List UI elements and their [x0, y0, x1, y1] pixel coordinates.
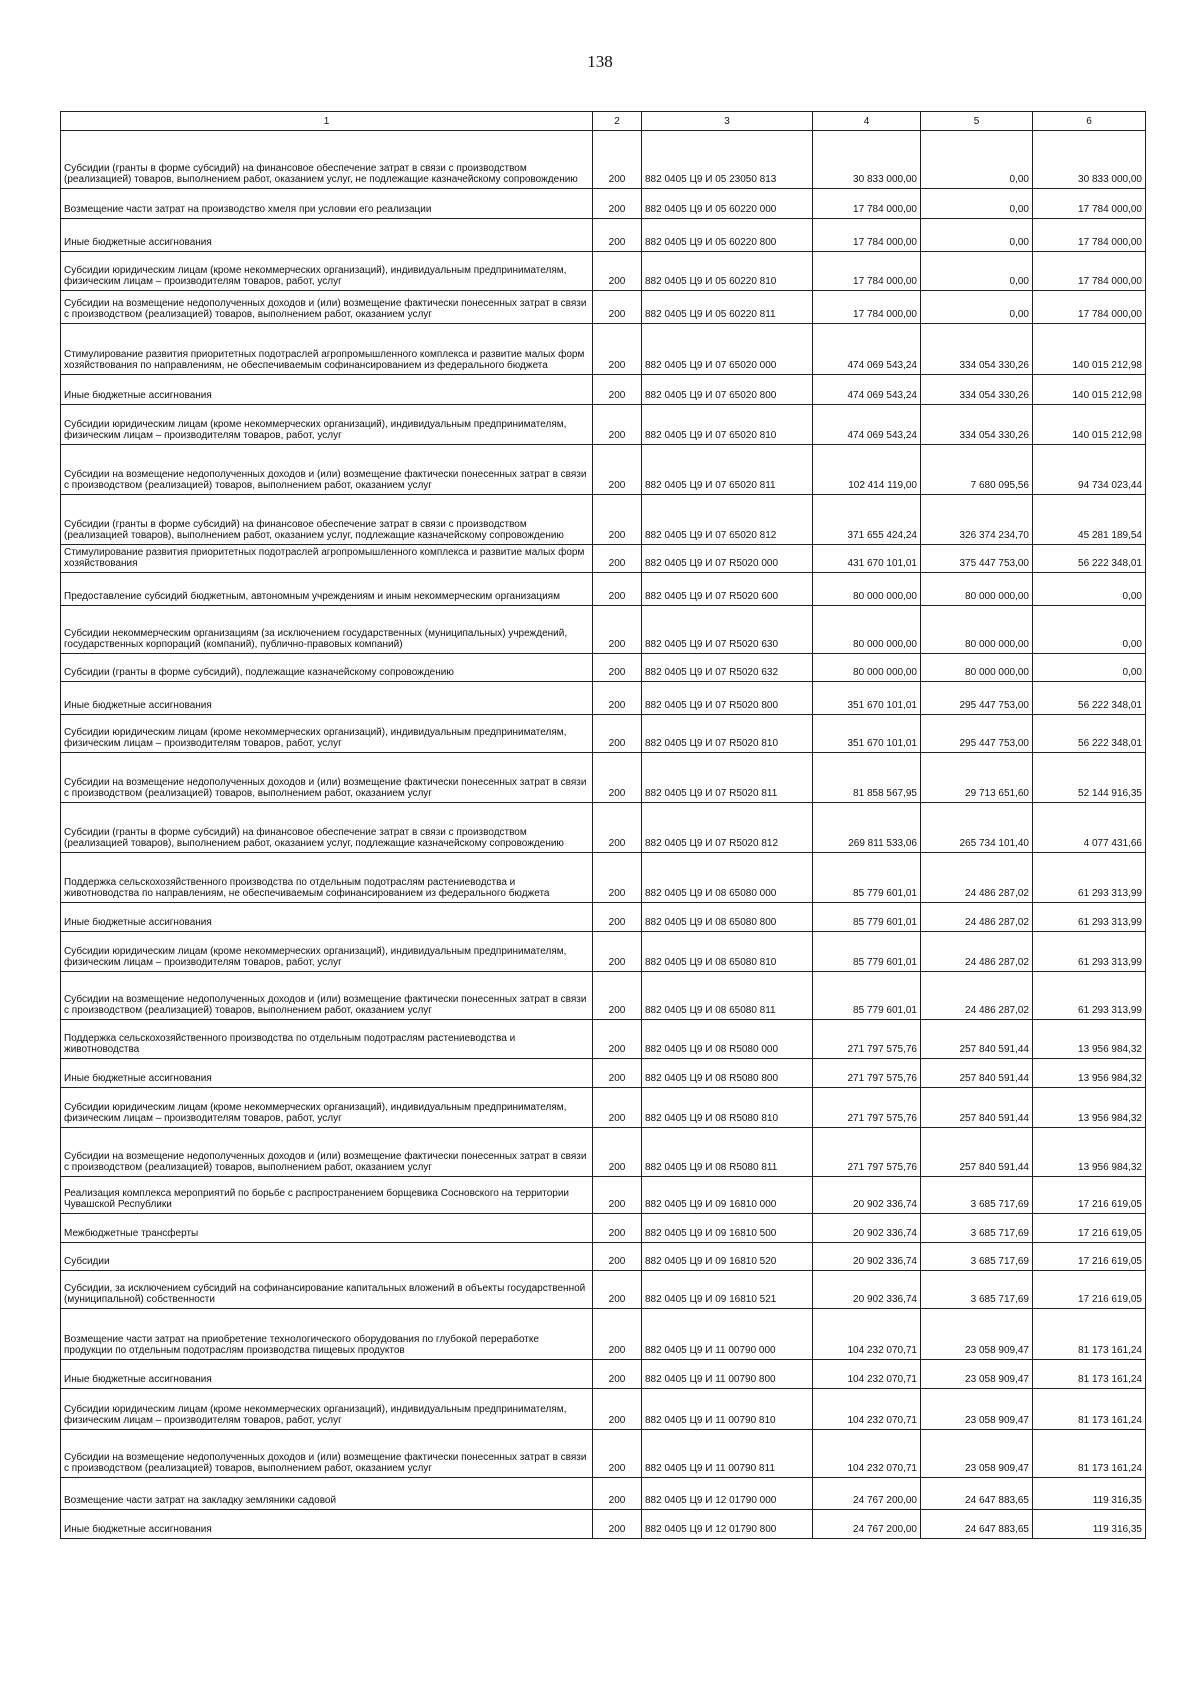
row-value-col6: 119 316,35: [1033, 1478, 1146, 1510]
row-description: Предоставление субсидий бюджетным, автономным учреждениям и иным некоммерческим организациям: [61, 573, 593, 606]
table-row: [61, 1177, 1146, 1214]
row-value-col6: 140 015 212,98: [1033, 375, 1146, 405]
row-kbk-code: 882 0405 Ц9 И 07 65020 812: [642, 495, 813, 545]
row-value-col5: 7 680 095,56: [921, 445, 1033, 495]
row-description: Субсидии на возмещение недополученных доходов и (или) возмещение фактически понесенных затрат в связи с производством (реализацией) товаров, выполнением работ, оказанием услуг: [61, 1128, 593, 1177]
row-code: 200: [593, 1309, 642, 1360]
row-value-col6: 0,00: [1033, 573, 1146, 606]
row-description: Стимулирование развития приоритетных подотраслей агропромышленного комплекса и развитие малых форм хозяйствования: [61, 545, 593, 573]
row-value-col6: 17 784 000,00: [1033, 291, 1146, 324]
row-kbk-code: 882 0405 Ц9 И 09 16810 521: [642, 1271, 813, 1309]
row-code: 200: [593, 1020, 642, 1059]
row-value-col6: 81 173 161,24: [1033, 1309, 1146, 1360]
row-value-col4: 85 779 601,01: [813, 853, 921, 903]
table-row: [61, 1128, 1146, 1177]
row-code: 200: [593, 1271, 642, 1309]
row-value-col6: 81 173 161,24: [1033, 1360, 1146, 1389]
row-kbk-code: 882 0405 Ц9 И 08 65080 810: [642, 932, 813, 972]
table-row: [61, 1360, 1146, 1389]
row-code: 200: [593, 291, 642, 324]
row-kbk-code: 882 0405 Ц9 И 07 R5020 600: [642, 573, 813, 606]
row-description: Возмещение части затрат на закладку земляники садовой: [61, 1478, 593, 1510]
row-description: Возмещение части затрат на производство хмеля при условии его реализации: [61, 189, 593, 219]
row-code: 200: [593, 1360, 642, 1389]
row-description: Субсидии на возмещение недополученных доходов и (или) возмещение фактически понесенных затрат в связи с производством (реализацией) товаров, выполнением работ, оказанием услуг: [61, 445, 593, 495]
row-kbk-code: 882 0405 Ц9 И 08 R5080 000: [642, 1020, 813, 1059]
row-value-col6: 56 222 348,01: [1033, 545, 1146, 573]
row-value-col4: 17 784 000,00: [813, 189, 921, 219]
row-value-col6: 17 216 619,05: [1033, 1271, 1146, 1309]
row-description: Субсидии (гранты в форме субсидий) на финансовое обеспечение затрат в связи с производством (реализацией) товаров, выполнением работ, оказанием услуг, не подлежащие казначейскому сопровождению: [61, 131, 593, 189]
row-description: Иные бюджетные ассигнования: [61, 1510, 593, 1539]
row-description: Иные бюджетные ассигнования: [61, 682, 593, 715]
row-kbk-code: 882 0405 Ц9 И 11 00790 811: [642, 1430, 813, 1478]
row-value-col4: 104 232 070,71: [813, 1360, 921, 1389]
row-value-col6: 140 015 212,98: [1033, 405, 1146, 445]
row-kbk-code: 882 0405 Ц9 И 05 60220 811: [642, 291, 813, 324]
table-row: [61, 252, 1146, 291]
row-value-col6: 56 222 348,01: [1033, 682, 1146, 715]
row-value-col5: 295 447 753,00: [921, 715, 1033, 753]
row-code: 200: [593, 1177, 642, 1214]
row-kbk-code: 882 0405 Ц9 И 07 R5020 632: [642, 654, 813, 682]
row-code: 200: [593, 324, 642, 375]
row-value-col6: 94 734 023,44: [1033, 445, 1146, 495]
row-code: 200: [593, 1430, 642, 1478]
row-value-col4: 85 779 601,01: [813, 972, 921, 1020]
row-value-col6: 13 956 984,32: [1033, 1128, 1146, 1177]
row-description: Субсидии юридическим лицам (кроме некоммерческих организаций), индивидуальным предпринимателям, физическим лицам – производителям товаров, работ, услуг: [61, 1389, 593, 1430]
row-value-col5: 80 000 000,00: [921, 654, 1033, 682]
row-description: Иные бюджетные ассигнования: [61, 375, 593, 405]
row-value-col6: 119 316,35: [1033, 1510, 1146, 1539]
row-value-col6: 13 956 984,32: [1033, 1059, 1146, 1088]
row-value-col5: 257 840 591,44: [921, 1020, 1033, 1059]
row-value-col6: 13 956 984,32: [1033, 1020, 1146, 1059]
table-row: [61, 903, 1146, 932]
row-value-col4: 104 232 070,71: [813, 1309, 921, 1360]
row-value-col4: 271 797 575,76: [813, 1020, 921, 1059]
row-value-col4: 17 784 000,00: [813, 219, 921, 252]
row-value-col4: 20 902 336,74: [813, 1177, 921, 1214]
row-description: Субсидии юридическим лицам (кроме некоммерческих организаций), индивидуальным предпринимателям, физическим лицам – производителям товаров, работ, услуг: [61, 932, 593, 972]
table-row: [61, 606, 1146, 654]
row-code: 200: [593, 972, 642, 1020]
table-row: [61, 1020, 1146, 1059]
row-value-col6: 81 173 161,24: [1033, 1389, 1146, 1430]
row-code: 200: [593, 1478, 642, 1510]
row-description: Иные бюджетные ассигнования: [61, 1059, 593, 1088]
table-row: [61, 131, 1146, 189]
row-code: 200: [593, 803, 642, 853]
row-code: 200: [593, 753, 642, 803]
table-row: [61, 573, 1146, 606]
table-row: [61, 1389, 1146, 1430]
table-row: [61, 1478, 1146, 1510]
row-kbk-code: 882 0405 Ц9 И 07 R5020 630: [642, 606, 813, 654]
row-value-col4: 102 414 119,00: [813, 445, 921, 495]
row-value-col4: 269 811 533,06: [813, 803, 921, 853]
table-row: [61, 715, 1146, 753]
row-description: Субсидии (гранты в форме субсидий), подлежащие казначейскому сопровождению: [61, 654, 593, 682]
row-value-col5: 24 486 287,02: [921, 972, 1033, 1020]
row-value-col4: 104 232 070,71: [813, 1430, 921, 1478]
row-value-col4: 20 902 336,74: [813, 1271, 921, 1309]
row-kbk-code: 882 0405 Ц9 И 08 65080 800: [642, 903, 813, 932]
row-value-col6: 17 784 000,00: [1033, 219, 1146, 252]
table-row: [61, 932, 1146, 972]
row-value-col4: 351 670 101,01: [813, 715, 921, 753]
row-value-col6: 4 077 431,66: [1033, 803, 1146, 853]
row-value-col4: 80 000 000,00: [813, 573, 921, 606]
header-col-2: 2: [593, 112, 642, 131]
row-value-col4: 104 232 070,71: [813, 1389, 921, 1430]
row-value-col5: 3 685 717,69: [921, 1243, 1033, 1271]
row-value-col5: 3 685 717,69: [921, 1177, 1033, 1214]
row-value-col5: 295 447 753,00: [921, 682, 1033, 715]
table-row: [61, 375, 1146, 405]
row-value-col5: 257 840 591,44: [921, 1128, 1033, 1177]
row-value-col4: 17 784 000,00: [813, 291, 921, 324]
row-value-col4: 271 797 575,76: [813, 1088, 921, 1128]
row-code: 200: [593, 682, 642, 715]
row-value-col6: 140 015 212,98: [1033, 324, 1146, 375]
row-description: Субсидии на возмещение недополученных доходов и (или) возмещение фактически понесенных затрат в связи с производством (реализацией) товаров, выполнением работ, оказанием услуг: [61, 291, 593, 324]
row-value-col4: 24 767 200,00: [813, 1478, 921, 1510]
table-row: [61, 1214, 1146, 1243]
table-row: [61, 1271, 1146, 1309]
table-body: [61, 131, 1146, 1539]
row-code: 200: [593, 903, 642, 932]
row-value-col5: 334 054 330,26: [921, 375, 1033, 405]
table-row: [61, 1088, 1146, 1128]
row-kbk-code: 882 0405 Ц9 И 07 R5020 800: [642, 682, 813, 715]
row-kbk-code: 882 0405 Ц9 И 11 00790 800: [642, 1360, 813, 1389]
row-kbk-code: 882 0405 Ц9 И 11 00790 810: [642, 1389, 813, 1430]
row-code: 200: [593, 1059, 642, 1088]
row-value-col6: 61 293 313,99: [1033, 853, 1146, 903]
row-description: Субсидии на возмещение недополученных доходов и (или) возмещение фактически понесенных затрат в связи с производством (реализацией) товаров, выполнением работ, оказанием услуг: [61, 1430, 593, 1478]
header-col-1: 1: [61, 112, 593, 131]
row-kbk-code: 882 0405 Ц9 И 05 60220 810: [642, 252, 813, 291]
row-description: Субсидии (гранты в форме субсидий) на финансовое обеспечение затрат в связи с производством (реализацией товаров), выполнением работ, оказанием услуг, подлежащие казначейскому сопровождению: [61, 495, 593, 545]
table-row: [61, 803, 1146, 853]
row-value-col6: 61 293 313,99: [1033, 932, 1146, 972]
row-code: 200: [593, 252, 642, 291]
row-code: 200: [593, 932, 642, 972]
row-value-col6: 0,00: [1033, 654, 1146, 682]
row-value-col4: 20 902 336,74: [813, 1243, 921, 1271]
table-row: [61, 853, 1146, 903]
row-value-col5: 326 374 234,70: [921, 495, 1033, 545]
row-value-col4: 81 858 567,95: [813, 753, 921, 803]
row-code: 200: [593, 853, 642, 903]
row-value-col6: 52 144 916,35: [1033, 753, 1146, 803]
row-code: 200: [593, 1128, 642, 1177]
row-kbk-code: 882 0405 Ц9 И 12 01790 000: [642, 1478, 813, 1510]
row-description: Субсидии юридическим лицам (кроме некоммерческих организаций), индивидуальным предпринимателям, физическим лицам – производителям товаров, работ, услуг: [61, 252, 593, 291]
row-kbk-code: 882 0405 Ц9 И 08 R5080 800: [642, 1059, 813, 1088]
table-row: [61, 1430, 1146, 1478]
row-description: Поддержка сельскохозяйственного производства по отдельным подотраслям растениеводства и животноводства по направлениям, не обеспечиваемым софинансированием из федерального бюджета: [61, 853, 593, 903]
row-code: 200: [593, 715, 642, 753]
row-code: 200: [593, 1243, 642, 1271]
row-value-col5: 24 647 883,65: [921, 1478, 1033, 1510]
row-value-col5: 23 058 909,47: [921, 1389, 1033, 1430]
table-row: [61, 405, 1146, 445]
row-value-col5: 23 058 909,47: [921, 1360, 1033, 1389]
row-value-col5: 257 840 591,44: [921, 1088, 1033, 1128]
row-value-col5: 0,00: [921, 189, 1033, 219]
row-description: Субсидии на возмещение недополученных доходов и (или) возмещение фактически понесенных затрат в связи с производством (реализацией) товаров, выполнением работ, оказанием услуг: [61, 972, 593, 1020]
table-row: [61, 291, 1146, 324]
row-kbk-code: 882 0405 Ц9 И 09 16810 520: [642, 1243, 813, 1271]
row-code: 200: [593, 131, 642, 189]
row-code: 200: [593, 545, 642, 573]
row-description: Стимулирование развития приоритетных подотраслей агропромышленного комплекса и развитие малых форм хозяйствования по направлениям, не обеспечиваемым софинансированием из федерального бюджета: [61, 324, 593, 375]
header-col-3: 3: [642, 112, 813, 131]
row-value-col6: 17 216 619,05: [1033, 1243, 1146, 1271]
table-row: [61, 545, 1146, 573]
row-kbk-code: 882 0405 Ц9 И 09 16810 000: [642, 1177, 813, 1214]
table-row: [61, 495, 1146, 545]
row-value-col6: 17 784 000,00: [1033, 189, 1146, 219]
row-description: Субсидии некоммерческим организациям (за исключением государственных (муниципальных) учреждений, государственных корпораций (компаний), публично-правовых компаний): [61, 606, 593, 654]
row-kbk-code: 882 0405 Ц9 И 09 16810 500: [642, 1214, 813, 1243]
row-description: Иные бюджетные ассигнования: [61, 1360, 593, 1389]
table-row: [61, 1059, 1146, 1088]
row-value-col6: 17 216 619,05: [1033, 1177, 1146, 1214]
table-row: [61, 324, 1146, 375]
row-value-col4: 271 797 575,76: [813, 1059, 921, 1088]
budget-table: [60, 111, 1146, 1539]
row-value-col5: 0,00: [921, 131, 1033, 189]
header-row: [61, 112, 1146, 131]
row-code: 200: [593, 219, 642, 252]
row-kbk-code: 882 0405 Ц9 И 08 R5080 811: [642, 1128, 813, 1177]
row-description: Поддержка сельскохозяйственного производства по отдельным подотраслям растениеводства и животноводства: [61, 1020, 593, 1059]
row-value-col4: 30 833 000,00: [813, 131, 921, 189]
row-description: Субсидии на возмещение недополученных доходов и (или) возмещение фактически понесенных затрат в связи с производством (реализацией) товаров, выполнением работ, оказанием услуг: [61, 753, 593, 803]
row-value-col6: 30 833 000,00: [1033, 131, 1146, 189]
row-value-col5: 24 647 883,65: [921, 1510, 1033, 1539]
header-col-5: 5: [921, 112, 1033, 131]
row-value-col5: 334 054 330,26: [921, 405, 1033, 445]
row-value-col4: 17 784 000,00: [813, 252, 921, 291]
row-value-col6: 81 173 161,24: [1033, 1430, 1146, 1478]
row-value-col5: 23 058 909,47: [921, 1430, 1033, 1478]
row-code: 200: [593, 654, 642, 682]
row-kbk-code: 882 0405 Ц9 И 05 23050 813: [642, 131, 813, 189]
row-value-col5: 23 058 909,47: [921, 1309, 1033, 1360]
row-value-col4: 24 767 200,00: [813, 1510, 921, 1539]
row-value-col4: 474 069 543,24: [813, 375, 921, 405]
row-value-col6: 61 293 313,99: [1033, 972, 1146, 1020]
row-kbk-code: 882 0405 Ц9 И 07 65020 000: [642, 324, 813, 375]
row-value-col5: 80 000 000,00: [921, 573, 1033, 606]
row-value-col5: 3 685 717,69: [921, 1214, 1033, 1243]
row-description: Возмещение части затрат на приобретение технологического оборудования по глубокой переработке продукции по отдельным подотраслям производства пищевых продуктов: [61, 1309, 593, 1360]
row-code: 200: [593, 606, 642, 654]
row-kbk-code: 882 0405 Ц9 И 07 R5020 810: [642, 715, 813, 753]
row-code: 200: [593, 1214, 642, 1243]
table-row: [61, 654, 1146, 682]
row-kbk-code: 882 0405 Ц9 И 08 65080 000: [642, 853, 813, 903]
row-description: Субсидии: [61, 1243, 593, 1271]
row-kbk-code: 882 0405 Ц9 И 11 00790 000: [642, 1309, 813, 1360]
row-kbk-code: 882 0405 Ц9 И 07 R5020 812: [642, 803, 813, 853]
row-value-col4: 85 779 601,01: [813, 932, 921, 972]
header-col-4: 4: [813, 112, 921, 131]
table-row: [61, 682, 1146, 715]
row-code: 200: [593, 1389, 642, 1430]
row-value-col5: 24 486 287,02: [921, 903, 1033, 932]
row-value-col4: 80 000 000,00: [813, 606, 921, 654]
row-value-col5: 0,00: [921, 252, 1033, 291]
row-kbk-code: 882 0405 Ц9 И 07 R5020 000: [642, 545, 813, 573]
row-value-col5: 80 000 000,00: [921, 606, 1033, 654]
row-value-col5: 0,00: [921, 291, 1033, 324]
row-value-col5: 257 840 591,44: [921, 1059, 1033, 1088]
row-value-col5: 375 447 753,00: [921, 545, 1033, 573]
row-description: Субсидии юридическим лицам (кроме некоммерческих организаций), индивидуальным предпринимателям, физическим лицам – производителям товаров, работ, услуг: [61, 715, 593, 753]
row-code: 200: [593, 1088, 642, 1128]
row-value-col6: 45 281 189,54: [1033, 495, 1146, 545]
table-row: [61, 1243, 1146, 1271]
row-description: Реализация комплекса мероприятий по борьбе с распространением борщевика Сосновского на территории Чувашской Республики: [61, 1177, 593, 1214]
row-code: 200: [593, 375, 642, 405]
row-code: 200: [593, 405, 642, 445]
row-kbk-code: 882 0405 Ц9 И 08 65080 811: [642, 972, 813, 1020]
row-code: 200: [593, 573, 642, 606]
row-code: 200: [593, 495, 642, 545]
page-number: 138: [587, 52, 613, 71]
row-kbk-code: 882 0405 Ц9 И 07 65020 810: [642, 405, 813, 445]
row-code: 200: [593, 445, 642, 495]
row-value-col4: 351 670 101,01: [813, 682, 921, 715]
row-value-col6: 17 216 619,05: [1033, 1214, 1146, 1243]
row-value-col4: 431 670 101,01: [813, 545, 921, 573]
row-description: Субсидии юридическим лицам (кроме некоммерческих организаций), индивидуальным предпринимателям, физическим лицам – производителям товаров, работ, услуг: [61, 405, 593, 445]
row-value-col5: 29 713 651,60: [921, 753, 1033, 803]
row-code: 200: [593, 1510, 642, 1539]
row-description: Иные бюджетные ассигнования: [61, 903, 593, 932]
row-value-col5: 24 486 287,02: [921, 932, 1033, 972]
row-kbk-code: 882 0405 Ц9 И 07 65020 811: [642, 445, 813, 495]
row-code: 200: [593, 189, 642, 219]
row-value-col6: 56 222 348,01: [1033, 715, 1146, 753]
row-value-col5: 265 734 101,40: [921, 803, 1033, 853]
row-value-col4: 20 902 336,74: [813, 1214, 921, 1243]
table-row: [61, 1510, 1146, 1539]
table-row: [61, 1309, 1146, 1360]
row-value-col4: 271 797 575,76: [813, 1128, 921, 1177]
row-value-col5: 24 486 287,02: [921, 853, 1033, 903]
row-kbk-code: 882 0405 Ц9 И 07 65020 800: [642, 375, 813, 405]
table-row: [61, 972, 1146, 1020]
row-value-col6: 13 956 984,32: [1033, 1088, 1146, 1128]
row-value-col4: 85 779 601,01: [813, 903, 921, 932]
row-value-col6: 61 293 313,99: [1033, 903, 1146, 932]
row-description: Иные бюджетные ассигнования: [61, 219, 593, 252]
table-row: [61, 189, 1146, 219]
row-kbk-code: 882 0405 Ц9 И 05 60220 000: [642, 189, 813, 219]
row-value-col6: 0,00: [1033, 606, 1146, 654]
header-col-6: 6: [1033, 112, 1146, 131]
row-value-col4: 80 000 000,00: [813, 654, 921, 682]
row-value-col5: 334 054 330,26: [921, 324, 1033, 375]
row-value-col4: 371 655 424,24: [813, 495, 921, 545]
row-value-col4: 474 069 543,24: [813, 324, 921, 375]
table-row: [61, 445, 1146, 495]
row-kbk-code: 882 0405 Ц9 И 08 R5080 810: [642, 1088, 813, 1128]
row-kbk-code: 882 0405 Ц9 И 07 R5020 811: [642, 753, 813, 803]
row-description: Субсидии (гранты в форме субсидий) на финансовое обеспечение затрат в связи с производством (реализацией товаров), выполнением работ, оказанием услуг, подлежащие казначейскому сопровождению: [61, 803, 593, 853]
row-value-col5: 0,00: [921, 219, 1033, 252]
row-value-col6: 17 784 000,00: [1033, 252, 1146, 291]
row-description: Межбюджетные трансферты: [61, 1214, 593, 1243]
row-description: Субсидии юридическим лицам (кроме некоммерческих организаций), индивидуальным предпринимателям, физическим лицам – производителям товаров, работ, услуг: [61, 1088, 593, 1128]
row-kbk-code: 882 0405 Ц9 И 12 01790 800: [642, 1510, 813, 1539]
row-value-col4: 474 069 543,24: [813, 405, 921, 445]
row-description: Субсидии, за исключением субсидий на софинансирование капитальных вложений в объекты государственной (муниципальной) собственности: [61, 1271, 593, 1309]
table-row: [61, 219, 1146, 252]
row-value-col5: 3 685 717,69: [921, 1271, 1033, 1309]
table-row: [61, 753, 1146, 803]
row-kbk-code: 882 0405 Ц9 И 05 60220 800: [642, 219, 813, 252]
